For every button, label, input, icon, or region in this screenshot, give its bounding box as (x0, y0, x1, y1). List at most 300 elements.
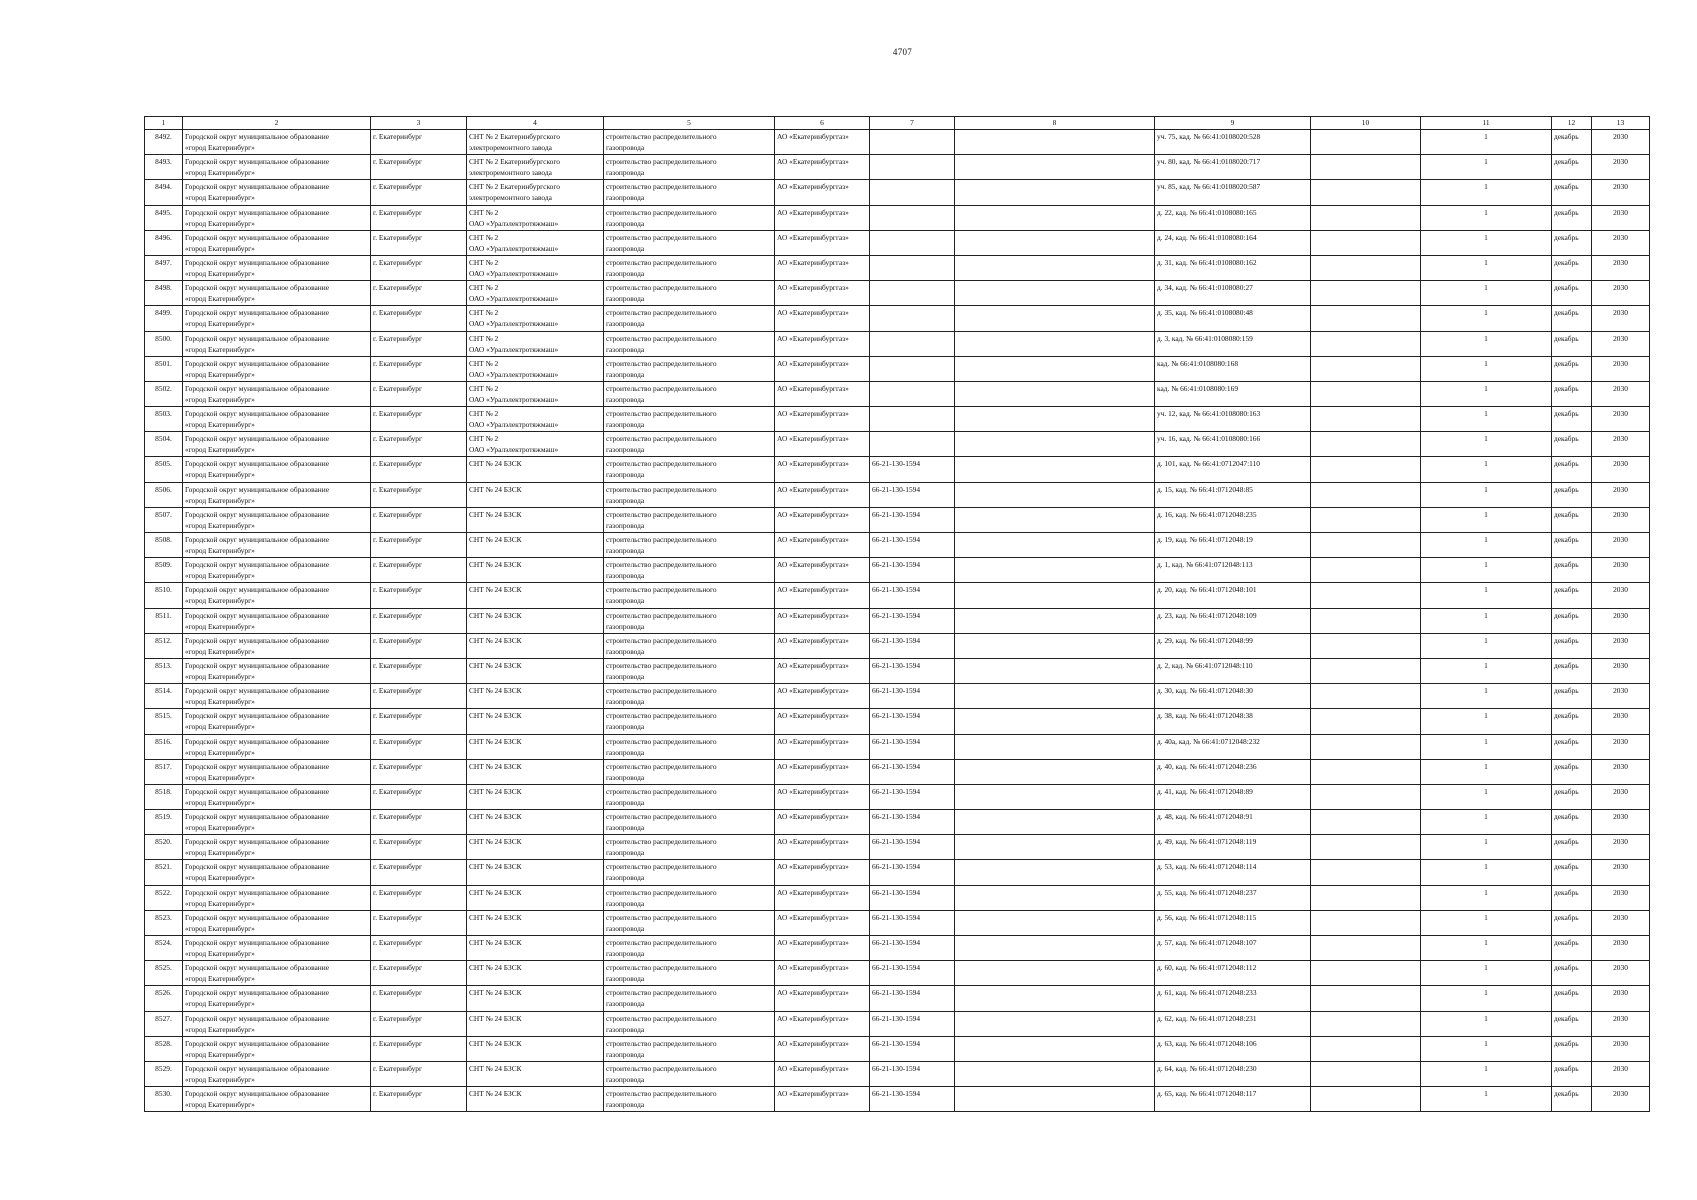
cell-registry-code (870, 835, 955, 860)
cell-text: д. 29, кад. № 66:41:0712048:99 (1157, 635, 1253, 645)
cell-operator (775, 910, 870, 935)
cell-text: 1 (1484, 232, 1488, 242)
cell-cadastral-number (1155, 633, 1311, 658)
cell-text: АО «Екатеринбурггаз» (777, 358, 849, 368)
cell-text: 8512. (155, 635, 172, 645)
cell-text: СНТ № 24 БЗСК (469, 1013, 522, 1023)
cell-text: декабрь (1554, 484, 1579, 494)
cell-text: ОАО «Уралэлектротяжмаш» (469, 420, 559, 430)
cell-snt-name (467, 281, 604, 306)
cell-text: декабрь (1554, 409, 1579, 419)
table-row (145, 885, 1650, 910)
cell-text: 2030 (1613, 1013, 1628, 1023)
cell-text: строительство распределительного (606, 232, 717, 242)
cell-col-10 (1311, 1087, 1421, 1112)
cell-month (1552, 684, 1592, 709)
cell-text: 8499. (155, 308, 172, 318)
cell-settlement (371, 1061, 467, 1086)
cell-cadastral-number (1155, 986, 1311, 1011)
cell-municipality (183, 1087, 371, 1112)
cell-row-number (145, 1061, 183, 1086)
cell-operator (775, 784, 870, 809)
cell-snt-name (467, 381, 604, 406)
cell-cadastral-number (1155, 155, 1311, 180)
cell-text: «город Екатеринбург» (185, 294, 255, 304)
cell-text: СНТ № 2 Екатеринбургского (469, 132, 560, 141)
cell-work-type (604, 255, 775, 280)
cell-settlement (371, 658, 467, 683)
cell-text: СНТ № 2 (469, 232, 499, 242)
cell-quantity (1421, 255, 1552, 280)
cell-operator (775, 255, 870, 280)
cell-text: «город Екатеринбург» (185, 571, 255, 581)
cell-row-number (145, 407, 183, 432)
cell-text: строительство распределительного (606, 736, 717, 746)
cell-text: 2030 (1613, 837, 1628, 847)
cell-text: СНТ № 24 БЗСК (469, 560, 522, 570)
cell-cadastral-number (1155, 734, 1311, 759)
cell-text: 1 (1484, 1089, 1488, 1099)
cell-text: 2030 (1613, 610, 1628, 620)
cell-text: 2030 (1613, 862, 1628, 872)
cell-text: декабрь (1554, 761, 1579, 771)
cell-text: 2030 (1613, 635, 1628, 645)
cell-cadastral-number (1155, 180, 1311, 205)
cell-text: декабрь (1554, 283, 1579, 293)
cell-work-type (604, 936, 775, 961)
cell-operator (775, 533, 870, 558)
cell-text: газопровода (606, 1049, 645, 1059)
cell-registry-code (870, 356, 955, 381)
cell-text: строительство распределительного (606, 257, 717, 267)
cell-snt-name (467, 1011, 604, 1036)
cell-col-8 (955, 432, 1155, 457)
cell-text: 2030 (1613, 1063, 1628, 1073)
cell-month (1552, 633, 1592, 658)
cell-text: 2030 (1613, 459, 1628, 469)
cell-operator (775, 1036, 870, 1061)
cell-municipality (183, 583, 371, 608)
cell-settlement (371, 684, 467, 709)
cell-text: декабрь (1554, 434, 1579, 444)
cell-text: 8505. (155, 459, 172, 469)
cell-col-8 (955, 482, 1155, 507)
cell-quantity (1421, 482, 1552, 507)
cell-cadastral-number (1155, 835, 1311, 860)
cell-month (1552, 205, 1592, 230)
cell-col-8 (955, 910, 1155, 935)
cell-cadastral-number (1155, 331, 1311, 356)
table-row (145, 306, 1650, 331)
cell-operator (775, 658, 870, 683)
cell-text: СНТ № 2 (469, 308, 499, 318)
cell-work-type (604, 583, 775, 608)
cell-text: СНТ № 24 БЗСК (469, 585, 522, 595)
cell-registry-code (870, 709, 955, 734)
cell-col-10 (1311, 810, 1421, 835)
cell-text: декабрь (1554, 232, 1579, 242)
cell-month (1552, 281, 1592, 306)
cell-col-10 (1311, 331, 1421, 356)
cell-text: д. 56, кад. № 66:41:0712048:115 (1157, 912, 1257, 922)
cell-work-type (604, 961, 775, 986)
cell-cadastral-number (1155, 784, 1311, 809)
cell-col-10 (1311, 230, 1421, 255)
cell-work-type (604, 784, 775, 809)
cell-text: СНТ № 24 БЗСК (469, 837, 522, 847)
cell-registry-code (870, 1011, 955, 1036)
cell-text: АО «Екатеринбурггаз» (777, 308, 849, 318)
cell-text: газопровода (606, 1074, 645, 1084)
header-row (145, 117, 1650, 130)
cell-text: АО «Екатеринбурггаз» (777, 938, 849, 947)
cell-text: 2030 (1613, 812, 1628, 822)
cell-text: «город Екатеринбург» (185, 520, 255, 530)
cell-month (1552, 306, 1592, 331)
cell-settlement (371, 230, 467, 255)
cell-row-number (145, 1011, 183, 1036)
cell-quantity (1421, 1087, 1552, 1112)
cell-text: г. Екатеринбург (373, 761, 422, 771)
cell-month (1552, 407, 1592, 432)
cell-text: Городской округ муниципальное образование (185, 812, 329, 822)
cell-text: ОАО «Уралэлектротяжмаш» (469, 344, 559, 354)
cell-text: Городской округ муниципальное образование (185, 862, 329, 872)
cell-text: д. 3, кад. № 66:41:0108080:159 (1157, 333, 1253, 343)
cell-municipality (183, 910, 371, 935)
cell-month (1552, 1036, 1592, 1061)
cell-text: 8508. (155, 535, 172, 544)
table-row (145, 633, 1650, 658)
cell-text: Городской округ муниципальное образование (185, 358, 329, 368)
cell-text: газопровода (606, 974, 645, 984)
cell-text: «город Екатеринбург» (185, 420, 255, 430)
cell-text: газопровода (606, 470, 645, 480)
cell-text: Городской округ муниципальное образование (185, 434, 329, 444)
cell-text: АО «Екатеринбурггаз» (777, 560, 849, 570)
cell-col-8 (955, 407, 1155, 432)
cell-col-10 (1311, 381, 1421, 406)
cell-text: ОАО «Уралэлектротяжмаш» (469, 369, 559, 379)
cell-text: г. Екатеринбург (373, 786, 422, 796)
cell-col-8 (955, 885, 1155, 910)
table-row (145, 734, 1650, 759)
cell-text: 1 (1484, 635, 1488, 645)
cell-snt-name (467, 1087, 604, 1112)
cell-text: г. Екатеринбург (373, 711, 422, 721)
cell-text: 2030 (1613, 207, 1628, 217)
cell-text: «город Екатеринбург» (185, 999, 255, 1009)
cell-quantity (1421, 810, 1552, 835)
cell-col-10 (1311, 281, 1421, 306)
cell-cadastral-number (1155, 684, 1311, 709)
cell-registry-code (870, 130, 955, 155)
cell-text: АО «Екатеринбурггаз» (777, 459, 849, 469)
cell-text: г. Екатеринбург (373, 157, 422, 167)
cell-row-number (145, 810, 183, 835)
cell-snt-name (467, 910, 604, 935)
cell-snt-name (467, 835, 604, 860)
cell-text: Городской округ муниципальное образование (185, 232, 329, 242)
cell-quantity (1421, 936, 1552, 961)
cell-text: 8510. (155, 585, 172, 595)
cell-col-10 (1311, 407, 1421, 432)
cell-text: газопровода (606, 1024, 645, 1034)
cell-year (1592, 533, 1650, 558)
cell-text: г. Екатеринбург (373, 459, 422, 469)
cell-text: СНТ № 24 БЗСК (469, 459, 522, 469)
cell-text: СНТ № 24 БЗСК (469, 635, 522, 645)
cell-text: Городской округ муниципальное образование (185, 283, 329, 293)
cell-registry-code (870, 230, 955, 255)
table-row (145, 860, 1650, 885)
cell-text: газопровода (606, 772, 645, 782)
cell-text: декабрь (1554, 938, 1579, 947)
cell-quantity (1421, 180, 1552, 205)
cell-row-number (145, 432, 183, 457)
column-header-6: 6 (775, 117, 870, 130)
cell-col-10 (1311, 457, 1421, 482)
cell-work-type (604, 281, 775, 306)
cell-text: декабрь (1554, 383, 1579, 393)
cell-text: Городской округ муниципальное образование (185, 132, 329, 141)
cell-municipality (183, 709, 371, 734)
cell-work-type (604, 835, 775, 860)
cell-text: г. Екатеринбург (373, 1013, 422, 1023)
cell-text: декабрь (1554, 207, 1579, 217)
cell-registry-code (870, 885, 955, 910)
cell-text: д. 53, кад. № 66:41:0712048:114 (1157, 862, 1257, 872)
cell-text: 8504. (155, 434, 172, 444)
cell-col-10 (1311, 633, 1421, 658)
cell-month (1552, 533, 1592, 558)
cell-municipality (183, 885, 371, 910)
cell-text: газопровода (606, 369, 645, 379)
cell-text: г. Екатеринбург (373, 862, 422, 872)
cell-text: д. 2, кад. № 66:41:0712048:110 (1157, 660, 1253, 670)
cell-text: д. 63, кад. № 66:41:0712048:106 (1157, 1038, 1257, 1048)
cell-text: СНТ № 24 БЗСК (469, 963, 522, 973)
cell-year (1592, 835, 1650, 860)
cell-year (1592, 633, 1650, 658)
cell-settlement (371, 255, 467, 280)
cell-text: СНТ № 24 БЗСК (469, 862, 522, 872)
cell-municipality (183, 734, 371, 759)
cell-text: ОАО «Уралэлектротяжмаш» (469, 268, 559, 278)
cell-snt-name (467, 457, 604, 482)
cell-settlement (371, 784, 467, 809)
cell-text: 1 (1484, 711, 1488, 721)
cell-year (1592, 457, 1650, 482)
cell-col-8 (955, 533, 1155, 558)
cell-month (1552, 709, 1592, 734)
cell-text: строительство распределительного (606, 434, 717, 444)
cell-text: газопровода (606, 873, 645, 883)
cell-text: СНТ № 2 (469, 358, 499, 368)
cell-text: 1 (1484, 963, 1488, 973)
cell-text: газопровода (606, 797, 645, 807)
cell-row-number (145, 482, 183, 507)
cell-row-number (145, 608, 183, 633)
cell-work-type (604, 709, 775, 734)
cell-snt-name (467, 633, 604, 658)
cell-text: г. Екатеринбург (373, 283, 422, 293)
cell-text: 1 (1484, 938, 1488, 947)
cell-quantity (1421, 885, 1552, 910)
cell-text: Городской округ муниципальное образование (185, 157, 329, 167)
column-header-8: 8 (955, 117, 1155, 130)
cell-text: «город Екатеринбург» (185, 394, 255, 404)
cell-month (1552, 608, 1592, 633)
cell-col-8 (955, 684, 1155, 709)
cell-registry-code (870, 533, 955, 558)
table-row (145, 230, 1650, 255)
cell-text: АО «Екатеринбурггаз» (777, 257, 849, 267)
cell-settlement (371, 558, 467, 583)
cell-text: 8501. (155, 358, 172, 368)
cell-text: 8523. (155, 912, 172, 922)
cell-quantity (1421, 381, 1552, 406)
cell-year (1592, 432, 1650, 457)
cell-text: д. 55, кад. № 66:41:0712048:237 (1157, 887, 1257, 897)
cell-text: газопровода (606, 646, 645, 656)
table-row (145, 608, 1650, 633)
cell-text: г. Екатеринбург (373, 938, 422, 947)
cell-cadastral-number (1155, 306, 1311, 331)
cell-text: Городской округ муниципальное образование (185, 1013, 329, 1023)
cell-registry-code (870, 936, 955, 961)
cell-text: 2030 (1613, 988, 1628, 998)
cell-cadastral-number (1155, 810, 1311, 835)
cell-year (1592, 356, 1650, 381)
cell-month (1552, 381, 1592, 406)
cell-cadastral-number (1155, 507, 1311, 532)
cell-settlement (371, 306, 467, 331)
cell-text: 8496. (155, 232, 172, 242)
cell-text: уч. 75, кад. № 66:41:0108020:528 (1157, 132, 1261, 141)
cell-row-number (145, 281, 183, 306)
cell-text: г. Екатеринбург (373, 257, 422, 267)
cell-text: г. Екатеринбург (373, 963, 422, 973)
cell-text: газопровода (606, 218, 645, 228)
cell-text: 8517. (155, 761, 172, 771)
cell-year (1592, 658, 1650, 683)
cell-text: г. Екатеринбург (373, 232, 422, 242)
cell-municipality (183, 860, 371, 885)
cell-col-8 (955, 180, 1155, 205)
cell-cadastral-number (1155, 1011, 1311, 1036)
cell-operator (775, 608, 870, 633)
cell-text: д. 60, кад. № 66:41:0712048:112 (1157, 963, 1257, 973)
cell-text: декабрь (1554, 257, 1579, 267)
cell-text: АО «Екатеринбурггаз» (777, 535, 849, 544)
cell-snt-name (467, 205, 604, 230)
cell-text: АО «Екатеринбурггаз» (777, 862, 849, 872)
cell-text: строительство распределительного (606, 560, 717, 570)
cell-text: 66-21-130-1594 (872, 484, 921, 494)
cell-operator (775, 457, 870, 482)
cell-text: строительство распределительного (606, 862, 717, 872)
cell-text: декабрь (1554, 157, 1579, 167)
cell-operator (775, 885, 870, 910)
cell-work-type (604, 558, 775, 583)
cell-month (1552, 356, 1592, 381)
cell-row-number (145, 155, 183, 180)
cell-year (1592, 734, 1650, 759)
cell-month (1552, 1011, 1592, 1036)
cell-quantity (1421, 986, 1552, 1011)
cell-row-number (145, 1087, 183, 1112)
table-row (145, 331, 1650, 356)
cell-text: декабрь (1554, 333, 1579, 343)
cell-text: строительство распределительного (606, 1013, 717, 1023)
cell-text: «город Екатеринбург» (185, 193, 255, 203)
cell-col-8 (955, 608, 1155, 633)
cell-registry-code (870, 810, 955, 835)
cell-text: «город Екатеринбург» (185, 671, 255, 681)
cell-year (1592, 961, 1650, 986)
cell-text: 66-21-130-1594 (872, 837, 921, 847)
cell-cadastral-number (1155, 230, 1311, 255)
cell-text: г. Екатеринбург (373, 887, 422, 897)
cell-text: 66-21-130-1594 (872, 938, 921, 947)
cell-text: 1 (1484, 912, 1488, 922)
cell-operator (775, 835, 870, 860)
cell-month (1552, 936, 1592, 961)
cell-work-type (604, 155, 775, 180)
cell-text: 66-21-130-1594 (872, 1089, 921, 1099)
cell-quantity (1421, 205, 1552, 230)
cell-text: уч. 16, кад. № 66:41:0108080:166 (1157, 434, 1261, 444)
cell-text: строительство распределительного (606, 711, 717, 721)
cell-text: уч. 80, кад. № 66:41:0108020:717 (1157, 157, 1261, 167)
cell-year (1592, 180, 1650, 205)
cell-quantity (1421, 407, 1552, 432)
cell-work-type (604, 1087, 775, 1112)
cell-text: строительство распределительного (606, 635, 717, 645)
cell-month (1552, 155, 1592, 180)
cell-text: Городской округ муниципальное образование (185, 585, 329, 595)
cell-work-type (604, 306, 775, 331)
cell-work-type (604, 608, 775, 633)
cell-text: АО «Екатеринбурггаз» (777, 887, 849, 897)
cell-text: 2030 (1613, 409, 1628, 419)
cell-text: газопровода (606, 420, 645, 430)
cell-text: АО «Екатеринбурггаз» (777, 434, 849, 444)
cell-text: 66-21-130-1594 (872, 1038, 921, 1048)
cell-quantity (1421, 1061, 1552, 1086)
cell-operator (775, 155, 870, 180)
cell-col-8 (955, 381, 1155, 406)
cell-text: д. 57, кад. № 66:41:0712048:107 (1157, 938, 1257, 947)
cell-snt-name (467, 331, 604, 356)
cell-text: декабрь (1554, 635, 1579, 645)
cell-cadastral-number (1155, 910, 1311, 935)
cell-text: 8514. (155, 686, 172, 696)
cell-text: Городской округ муниципальное образование (185, 333, 329, 343)
cell-registry-code (870, 331, 955, 356)
cell-text: АО «Екатеринбурггаз» (777, 383, 849, 393)
cell-registry-code (870, 658, 955, 683)
cell-text: СНТ № 2 Екатеринбургского (469, 182, 560, 192)
cell-municipality (183, 1036, 371, 1061)
cell-col-8 (955, 986, 1155, 1011)
cell-col-10 (1311, 835, 1421, 860)
cell-row-number (145, 205, 183, 230)
cell-operator (775, 684, 870, 709)
table-row (145, 910, 1650, 935)
cell-col-10 (1311, 709, 1421, 734)
